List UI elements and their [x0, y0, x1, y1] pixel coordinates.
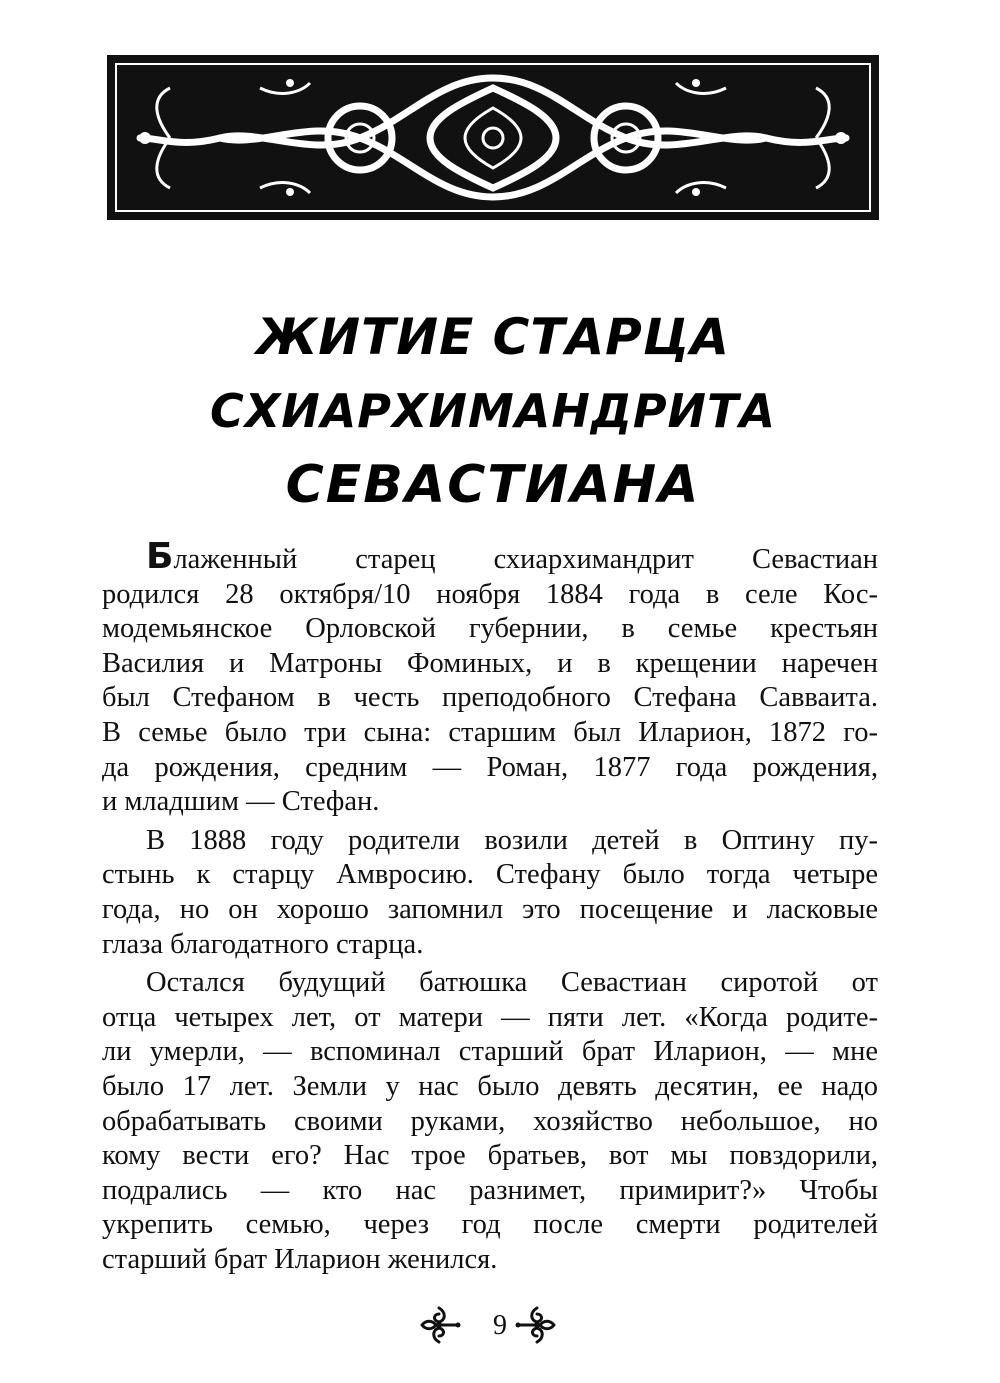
text-line: да рождения, средним — Роман, 1877 года рождения,: [102, 751, 878, 783]
text-line: и младшим — Стефан.: [102, 786, 380, 818]
text-line: укрепить семью, через год после смерти родителей: [102, 1209, 878, 1241]
text-line: подрались — кто нас разнимет, примирит?» Чтобы: [102, 1174, 878, 1206]
text-line: модемьянское Орловской губернии, в семье крестьян: [102, 613, 878, 645]
interlace-ornament-icon: [110, 58, 876, 217]
paragraph-1: [102, 536, 878, 820]
text-line: глаза благодатного старца.: [102, 928, 424, 960]
paragraph-3: [102, 966, 878, 1277]
paragraph-2: [102, 824, 878, 962]
flourish-ornament-right-icon: [514, 1302, 560, 1348]
text-line: В 1888 году родители возили детей в Оптину пу-: [146, 824, 878, 856]
text-line: года, но он хорошо запомнил это посещение и ласковые: [102, 893, 878, 925]
title-line-1: ЖИТИЕ СТАРЦА: [256, 308, 730, 366]
text-line: Василия и Матроны Фоминых, и в крещении наречен: [102, 647, 878, 679]
text-line: был Стефаном в честь преподобного Стефана Савваита.: [102, 682, 878, 714]
drop-cap: Б: [146, 536, 174, 577]
text-line: отца четырех лет, от матери — пяти лет. «Когда родите-: [102, 1001, 878, 1033]
text-line: родился 28 октября/10 ноября 1884 года в селе Кос-: [102, 578, 878, 610]
text-line: обрабатывать своими руками, хозяйство небольшое, но: [102, 1105, 878, 1137]
text-line: стынь к старцу Амвросию. Стефану было тогда четыре: [102, 859, 878, 891]
text-line: старший брат Иларион женился.: [102, 1243, 498, 1275]
body-text: [102, 536, 878, 1281]
text-line: В семье было три сына: старшим был Иларион, 1872 го-: [102, 716, 878, 748]
text-line: Остался будущий батюшка Севастиан сиротой от: [146, 967, 878, 999]
title-line-3: СЕВАСТИАНА: [285, 455, 701, 515]
text-line: Блаженный старец схиархимандрит Севастиан: [146, 536, 878, 577]
page-title: [100, 300, 886, 522]
text-line: кому вести его? Нас трое братьев, вот мы повздорили,: [102, 1140, 878, 1172]
header-ornament-banner: [107, 55, 879, 220]
text-line: ли умерли, — вспоминал старший брат Иларион, — мне: [102, 1036, 878, 1068]
page-number: 9: [493, 1310, 507, 1341]
title-line-2: СХИАРХИМАНДРИТА: [209, 384, 777, 438]
text-line: было 17 лет. Земли у нас было девять десятин, ее надо: [102, 1070, 878, 1102]
